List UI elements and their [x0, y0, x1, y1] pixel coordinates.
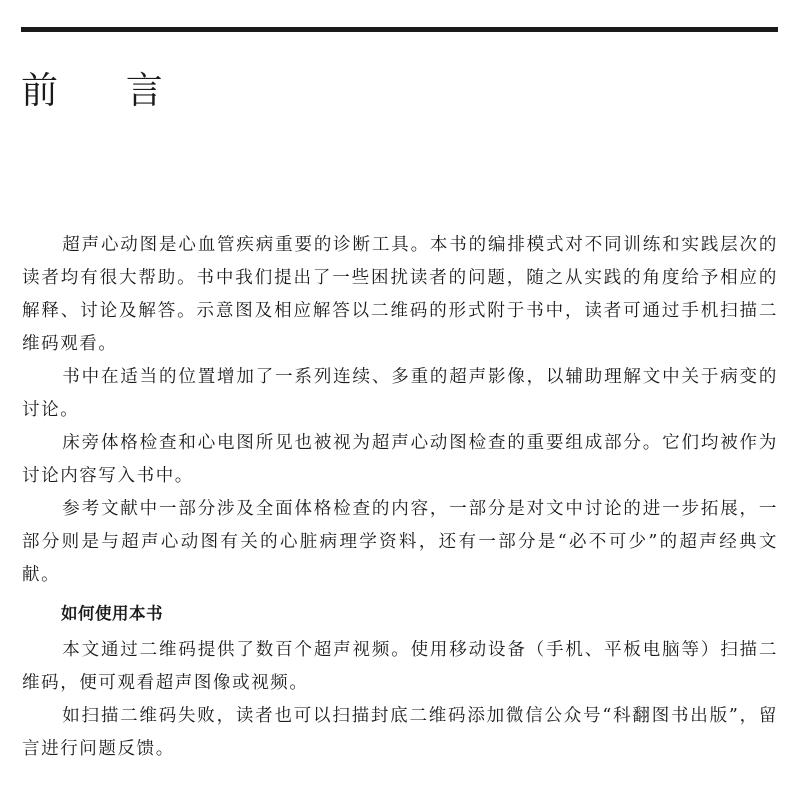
paragraph-references: 参考文献中一部分涉及全面体格检查的内容，一部分是对文中讨论的进一步拓展，一部分则是与超声心动图有关的心脏病理学资料，还有一部分是“必不可少”的超声经典文献。: [22, 499, 778, 585]
paragraph-intro: 超声心动图是心血管疾病重要的诊断工具。本书的编排模式对不同训练和实践层次的读者均有很大帮助。书中我们提出了一些困扰读者的问题，随之从实践的角度给予相应的解释、讨论及解答。示意图及相应解答以二维码的形式附于书中，读者可通过手机扫描二维码观看。: [22, 235, 778, 354]
body-text: [22, 229, 778, 766]
paragraph-qr-failure: 如扫描二维码失败，读者也可以扫描封底二维码添加微信公众号“科翻图书出版”，留言进行问题反馈。: [22, 706, 778, 759]
paragraph-qr-videos: 本文通过二维码提供了数百个超声视频。使用移动设备（手机、平板电脑等）扫描二维码，便可观看超声图像或视频。: [22, 640, 778, 693]
paragraph-bedside-exam: 床旁体格检查和心电图所见也被视为超声心动图检查的重要组成部分。它们均被作为讨论内容写入书中。: [22, 433, 778, 486]
section-heading-how-to-use: 如何使用本书: [61, 604, 163, 623]
page-title: 前 言: [21, 69, 191, 112]
paragraph-sequential-images: 书中在适当的位置增加了一系列连续、多重的超声影像，以辅助理解文中关于病变的讨论。: [22, 367, 778, 420]
top-rule: [21, 27, 778, 32]
